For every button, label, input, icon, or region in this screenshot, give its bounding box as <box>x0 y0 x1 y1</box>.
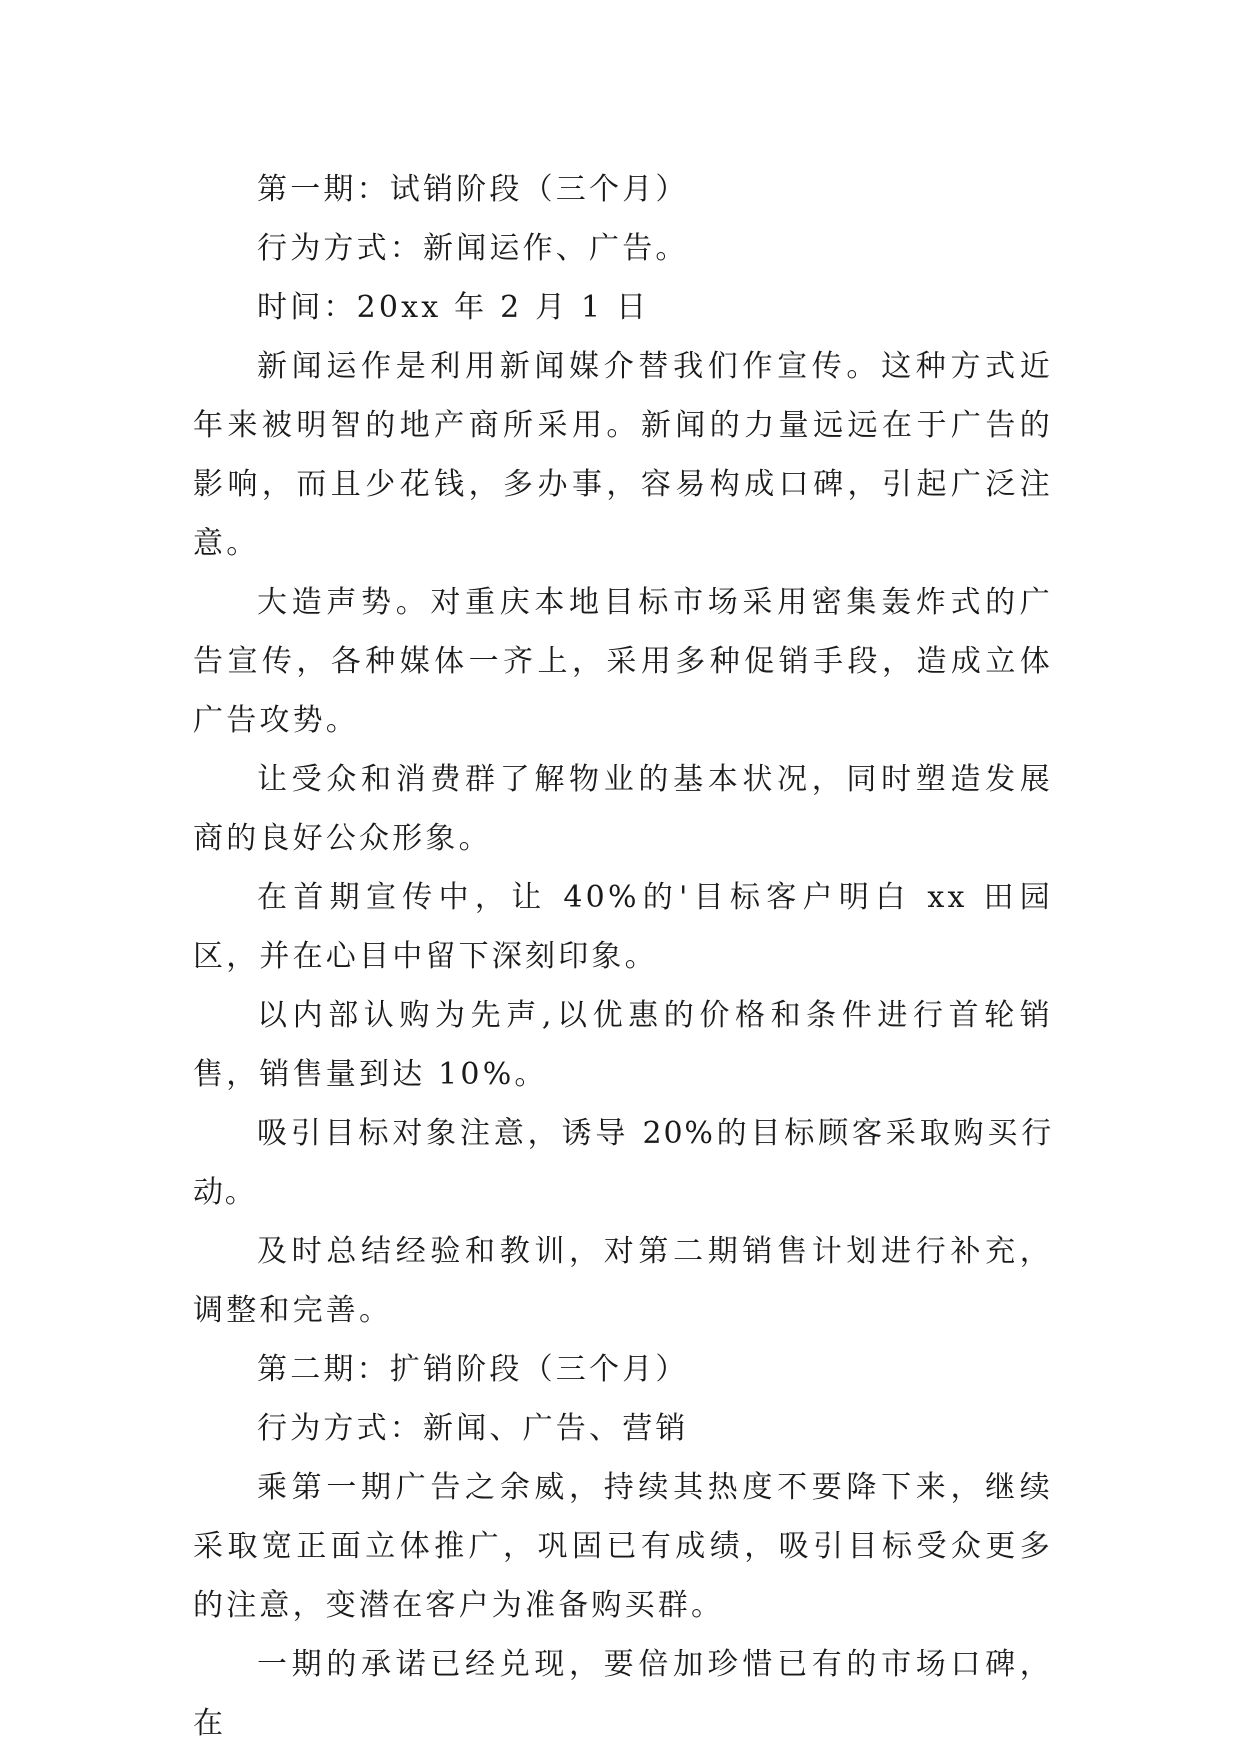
paragraph-promise-fulfilled: 一期的承诺已经兑现，要倍加珍惜已有的市场口碑，在 <box>193 1647 1053 1741</box>
paragraph-attract-targets: 吸引目标对象注意，诱导 20%的目标顾客采取购买行动。 <box>193 1116 1053 1210</box>
method-line-phase-two: 行为方式：新闻、广告、营销 <box>257 1411 689 1446</box>
document-body <box>193 160 1053 1753</box>
paragraph-momentum: 大造声势。对重庆本地目标市场采用密集轰炸式的广告宣传，各种媒体一齐上，采用多种促销手段，造成立体广告攻势。 <box>193 585 1053 738</box>
method-line-phase-one: 行为方式：新闻运作、广告。 <box>257 231 689 266</box>
paragraph-news-operation: 新闻运作是利用新闻媒介替我们作宣传。这种方式近年来被明智的地产商所采用。新闻的力量远远在于广告的影响，而且少花钱，多办事，容易构成口碑，引起广泛注意。 <box>193 349 1053 561</box>
heading-phase-two: 第二期：扩销阶段（三个月） <box>257 1352 689 1387</box>
paragraph-public-image: 让受众和消费群了解物业的基本状况，同时塑造发展商的良好公众形象。 <box>193 762 1053 856</box>
paragraph-first-publicity: 在首期宣传中，让 40%的'目标客户明白 xx 田园区，并在心目中留下深刻印象。 <box>193 880 1053 974</box>
date-line: 时间：20xx 年 2 月 1 日 <box>257 290 650 325</box>
heading-phase-one: 第一期：试销阶段（三个月） <box>257 172 689 207</box>
paragraph-continue-promotion: 乘第一期广告之余威，持续其热度不要降下来，继续采取宽正面立体推广，巩固已有成绩，吸引目标受众更多的注意，变潜在客户为准备购买群。 <box>193 1470 1053 1623</box>
paragraph-internal-subscription: 以内部认购为先声,以优惠的价格和条件进行首轮销售，销售量到达 10%。 <box>193 998 1053 1092</box>
paragraph-summary: 及时总结经验和教训，对第二期销售计划进行补充，调整和完善。 <box>193 1234 1053 1328</box>
